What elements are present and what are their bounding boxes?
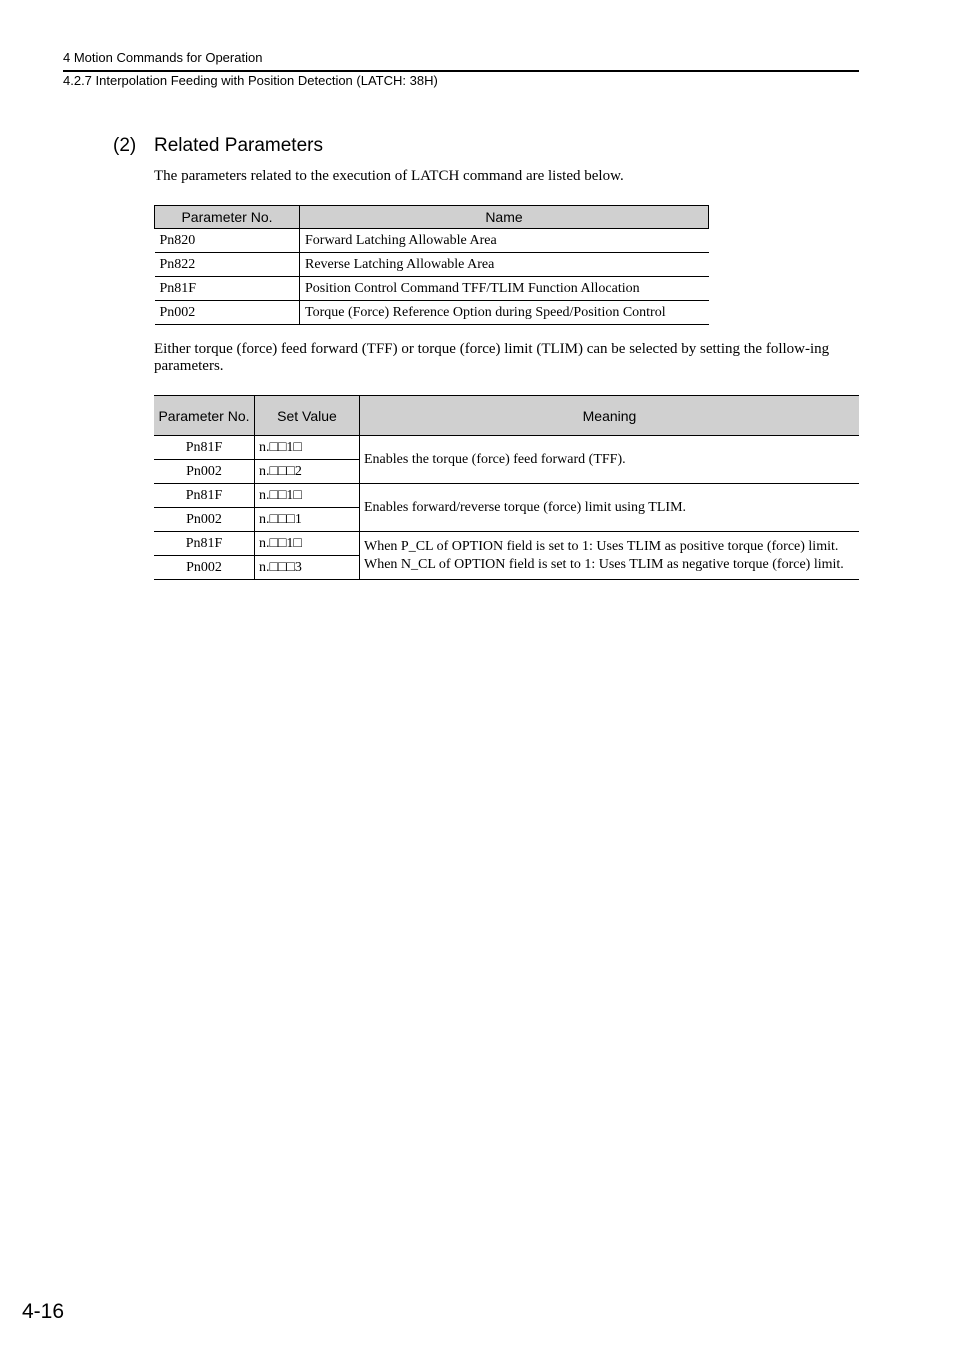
table-row xyxy=(155,229,709,253)
column-header-parameter-no: Parameter No. xyxy=(154,396,255,436)
name-cell: Reverse Latching Allowable Area xyxy=(300,253,709,277)
name-cell: Forward Latching Allowable Area xyxy=(300,229,709,253)
running-header-section: 4.2.7 Interpolation Feeding with Position Detection (LATCH: 38H) xyxy=(63,73,438,88)
name-cell: Position Control Command TFF/TLIM Function Allocation xyxy=(300,277,709,301)
parameter-cell: Pn002 xyxy=(154,460,255,484)
section-heading xyxy=(113,135,323,157)
table-header-row xyxy=(154,396,859,436)
column-header-set-value: Set Value xyxy=(255,396,360,436)
column-header-name: Name xyxy=(300,206,709,229)
meaning-cell xyxy=(360,436,860,484)
header-rule xyxy=(63,70,859,72)
table-row xyxy=(154,436,859,460)
meaning-cell xyxy=(360,532,860,580)
section-title: Related Parameters xyxy=(154,135,323,156)
meaning-line: When N_CL of OPTION field is set to 1: Uses TLIM as negative torque (force) limit. xyxy=(364,556,844,572)
tff-tlim-settings-table xyxy=(154,395,859,580)
parameter-cell: Pn81F xyxy=(154,436,255,460)
parameter-cell: Pn002 xyxy=(154,508,255,532)
set-value-cell: n.□□1□ xyxy=(255,436,360,460)
parameter-cell: Pn81F xyxy=(154,484,255,508)
meaning-line: Enables forward/reverse torque (force) limit using TLIM. xyxy=(364,499,687,515)
meaning-line: When P_CL of OPTION field is set to 1: Uses TLIM as positive torque (force) limit. xyxy=(364,538,839,554)
parameter-cell: Pn81F xyxy=(155,277,300,301)
meaning-cell xyxy=(360,484,860,532)
set-value-cell: n.□□□3 xyxy=(255,556,360,580)
set-value-cell: n.□□□1 xyxy=(255,508,360,532)
section-number: (2) xyxy=(113,135,137,156)
table-row xyxy=(155,277,709,301)
table-row xyxy=(154,484,859,508)
table-row xyxy=(155,253,709,277)
parameter-cell: Pn822 xyxy=(155,253,300,277)
parameter-cell: Pn81F xyxy=(154,532,255,556)
name-cell: Torque (Force) Reference Option during Speed/Position Control xyxy=(300,301,709,325)
table-row xyxy=(155,301,709,325)
page-number: 4-16 xyxy=(22,1300,65,1323)
selection-paragraph: Either torque (force) feed forward (TFF) or torque (force) limit (TLIM) can be selected by setting the follow-ing parameters. xyxy=(154,341,830,374)
parameter-cell: Pn002 xyxy=(155,301,300,325)
meaning-line: Enables the torque (force) feed forward (TFF). xyxy=(364,451,626,467)
set-value-cell: n.□□1□ xyxy=(255,484,360,508)
table-header-row xyxy=(155,206,709,229)
set-value-cell: n.□□1□ xyxy=(255,532,360,556)
related-parameters-table xyxy=(154,205,709,325)
column-header-parameter-no: Parameter No. xyxy=(155,206,300,229)
column-header-meaning: Meaning xyxy=(360,396,860,436)
set-value-cell: n.□□□2 xyxy=(255,460,360,484)
parameter-cell: Pn820 xyxy=(155,229,300,253)
parameter-cell: Pn002 xyxy=(154,556,255,580)
table-row xyxy=(154,532,859,556)
running-header-chapter: 4 Motion Commands for Operation xyxy=(63,50,263,65)
intro-paragraph: The parameters related to the execution of LATCH command are listed below. xyxy=(154,168,624,184)
